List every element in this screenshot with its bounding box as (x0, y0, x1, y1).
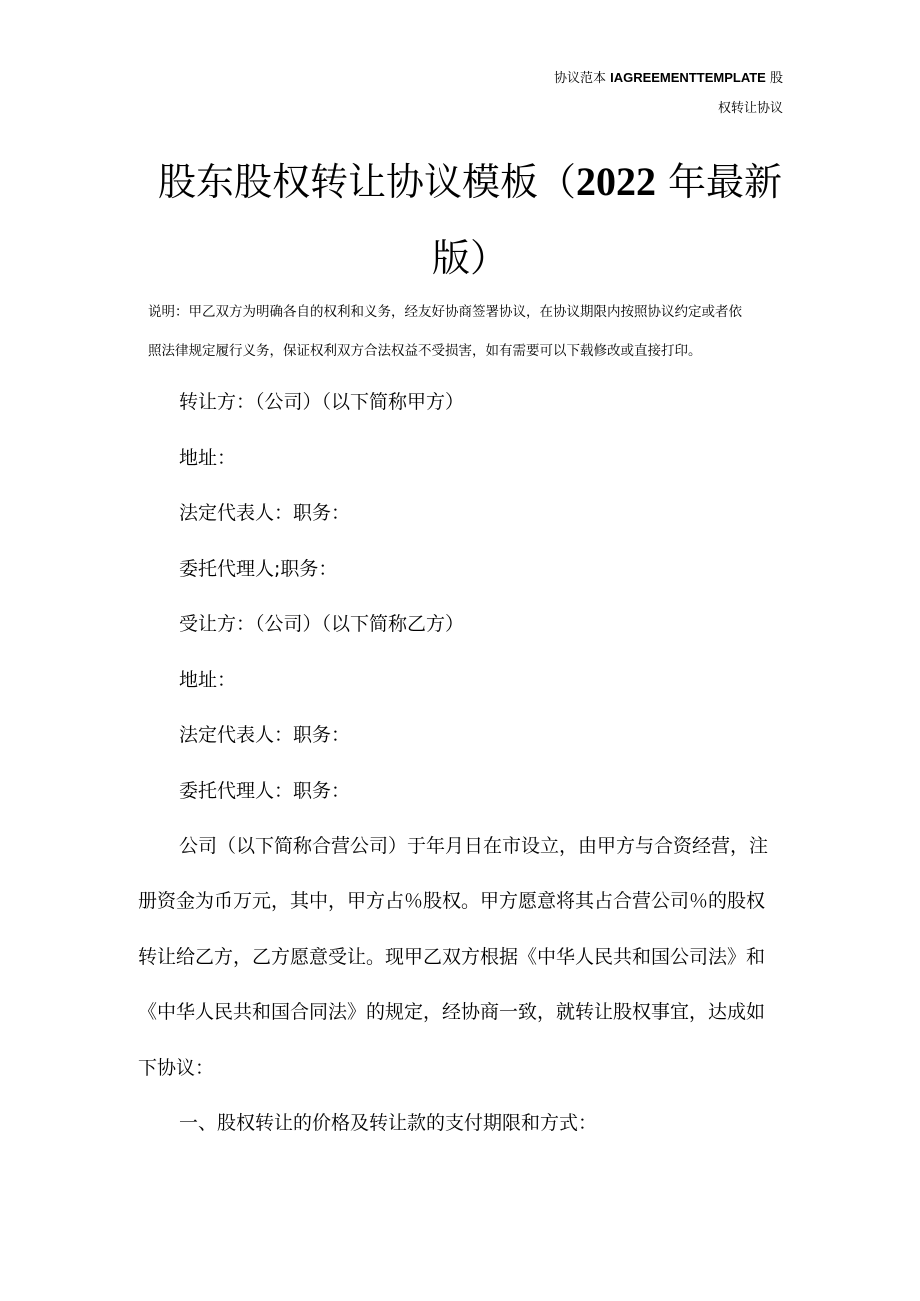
header-prefix: 协议范本 (553, 71, 611, 86)
page-header-line-2: 权转让协议 (717, 101, 783, 116)
field-transferee: 受让方：（公司）（以下简称乙方） (179, 613, 465, 635)
document-title-line-1 (0, 160, 920, 204)
field-transferor: 转让方：（公司）（以下简称甲方） (179, 391, 465, 413)
field-transferor-agent: 委托代理人;职务： (179, 558, 338, 580)
title-year: 2022 (575, 159, 656, 204)
body-paragraph-line-3: 转让给乙方，乙方愿意受让。现甲乙双方根据《中华人民共和国公司法》和 (138, 946, 766, 968)
title-text-a: 股东股权转让协议模板（ (157, 160, 576, 204)
header-template-label: IAGREEMENTTEMPLATE (610, 70, 766, 85)
description-note-line-1: 说明：甲乙双方为明确各自的权利和义务，经友好协商签署协议，在协议期限内按照协议约定或者依 (148, 304, 742, 320)
section-heading-1: 一、股权转让的价格及转让款的支付期限和方式： (179, 1112, 598, 1134)
body-paragraph-line-5: 下协议： (138, 1057, 215, 1079)
description-note-line-2: 照法律规定履行义务，保证权利双方合法权益不受损害，如有需要可以下载修改或直接打印。 (148, 343, 702, 359)
field-transferee-legal-rep: 法定代表人：职务： (179, 724, 351, 746)
field-transferee-agent: 委托代理人：职务： (179, 780, 351, 802)
body-paragraph-line-1: 公司（以下简称合营公司）于年月日在市设立，由甲方与合资经营，注 (179, 835, 769, 857)
body-paragraph-line-4: 《中华人民共和国合同法》的规定，经协商一致，就转让股权事宜，达成如 (138, 1001, 766, 1023)
field-transferor-legal-rep: 法定代表人：职务： (179, 502, 351, 524)
document-title-line-2: 版） (431, 236, 508, 280)
field-transferee-address: 地址： (179, 669, 237, 691)
body-paragraph-line-2: 册资金为币万元，其中，甲方占％股权。甲方愿意将其占合营公司％的股权 (138, 890, 766, 912)
page-header-line-1 (554, 70, 783, 87)
header-suffix: 股 (765, 71, 783, 86)
title-text-b: 年最新 (655, 160, 783, 204)
field-transferor-address: 地址： (179, 447, 237, 469)
